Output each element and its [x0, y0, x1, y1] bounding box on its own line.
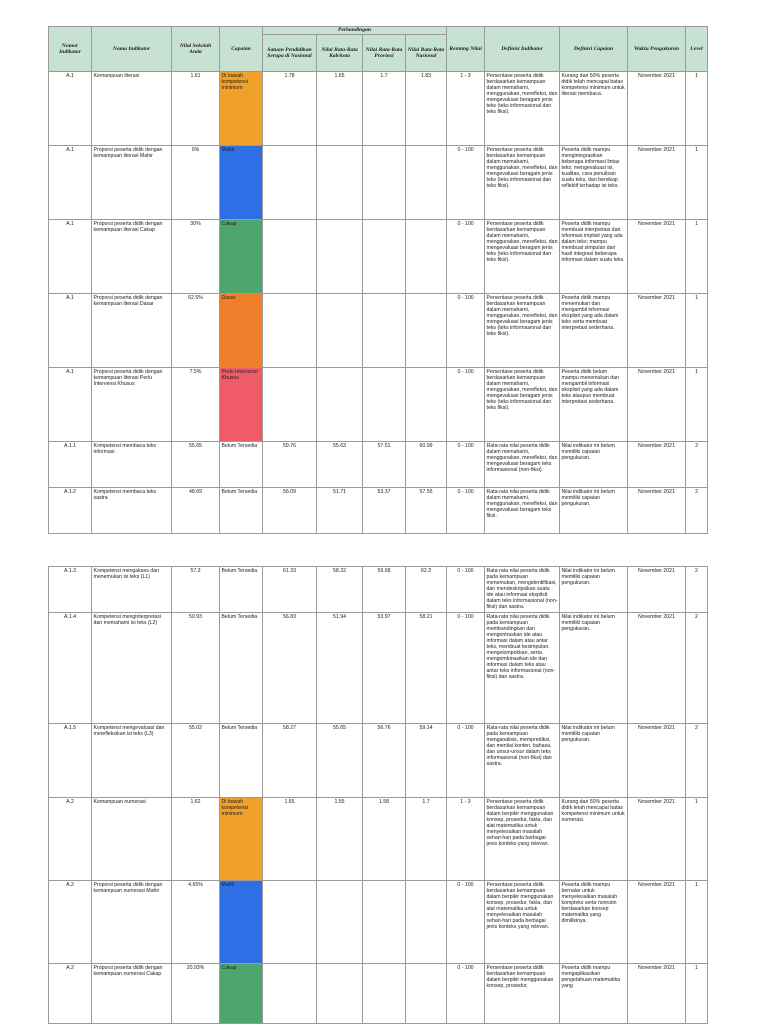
cell-kab — [317, 964, 363, 1024]
cell-waktu: November 2021 — [628, 613, 686, 724]
cell-rentang: 0 - 100 — [447, 613, 485, 724]
table-row — [49, 220, 708, 294]
cell-level: 2 — [686, 488, 708, 534]
cell-nomor: A.1.1 — [49, 442, 92, 488]
cell-rentang: 0 - 100 — [447, 724, 485, 798]
cell-nilai: 30% — [172, 220, 220, 294]
cell-satuan — [263, 294, 317, 368]
cell-nilai: 62.5% — [172, 294, 220, 368]
cell-nilai: 57.3 — [172, 567, 220, 613]
cell-satuan — [263, 964, 317, 1024]
cell-satuan: 61.33 — [263, 567, 317, 613]
cell-level: 1 — [686, 72, 708, 146]
cell-nas — [406, 881, 447, 964]
cell-nas — [406, 220, 447, 294]
cell-nilai: 55.02 — [172, 724, 220, 798]
table-row — [49, 294, 708, 368]
header-def-capaian: Definisi Capaian — [560, 27, 628, 72]
cell-capaian: Belum Tersedia — [220, 613, 263, 724]
cell-nomor: A.1 — [49, 72, 92, 146]
cell-level: 1 — [686, 368, 708, 442]
cell-waktu: November 2021 — [628, 146, 686, 220]
cell-kab: 51.94 — [317, 613, 363, 724]
cell-def-capaian: Peserta didik mampu mengintegrasikan beberapa informasi lintas teks; mengevaluasi isi, kualitas, cara penulisan suatu teks, dan bersikap reflektif terhadap isi teks. — [560, 146, 628, 220]
cell-def-capaian: Nilai indikator ini belum memiliki capaian pengukuran. — [560, 567, 628, 613]
indicator-table-bottom — [48, 566, 708, 1024]
cell-nas: 60.99 — [406, 442, 447, 488]
cell-def-indikator: Persentase peserta didik berdasarkan kemampuan dalam berpikir menggunakan konsep, prosedur, fakta, dan alat matematika untuk menyelesaikan masalah sehari-hari pada berbagai jenis konteks yang relevan. — [485, 881, 560, 964]
cell-rentang: 0 - 100 — [447, 488, 485, 534]
table-row — [49, 442, 708, 488]
cell-nama: Kompetensi mengakses dan menemukan isi teks (L1) — [92, 567, 172, 613]
cell-waktu: November 2021 — [628, 72, 686, 146]
cell-satuan — [263, 220, 317, 294]
cell-waktu: November 2021 — [628, 294, 686, 368]
cell-def-indikator: Rata-rata nilai peserta didik dalam memahami, menggunakan, merefleksi, dan mengevaluasi beragam teks informasional (non-fiksi). — [485, 442, 560, 488]
cell-prov: 57.51 — [363, 442, 406, 488]
table-row — [49, 881, 708, 964]
cell-satuan — [263, 368, 317, 442]
cell-kab: 55.65 — [317, 724, 363, 798]
cell-waktu: November 2021 — [628, 964, 686, 1024]
cell-level: 2 — [686, 567, 708, 613]
cell-capaian: Belum Tersedia — [220, 567, 263, 613]
cell-level: 1 — [686, 294, 708, 368]
cell-def-capaian: Peserta didik mampu menemukan dan mengambil informasi eksplisit yang ada dalam teks serta membuat interpretasi sederhana. — [560, 294, 628, 368]
cell-prov — [363, 964, 406, 1024]
cell-rentang: 0 - 100 — [447, 146, 485, 220]
cell-waktu: November 2021 — [628, 881, 686, 964]
cell-kab: 51.71 — [317, 488, 363, 534]
cell-nomor: A.1 — [49, 220, 92, 294]
cell-nomor: A.1.3 — [49, 567, 92, 613]
cell-satuan: 1.78 — [263, 72, 317, 146]
cell-def-indikator: Rata-rata nilai peserta didik pada kemampuan menganalisis, memprediksi, dan menilai konten, bahasa, dan unsur-unsur dalam teks informasional (non-fiksi) dan sastra. — [485, 724, 560, 798]
cell-prov: 53.97 — [363, 613, 406, 724]
cell-capaian: Mahir — [220, 881, 263, 964]
table-row — [49, 368, 708, 442]
cell-capaian: Cakap — [220, 964, 263, 1024]
cell-rentang: 0 - 100 — [447, 567, 485, 613]
cell-def-indikator: Persentase peserta didik berdasarkan kemampuan dalam berpikir menggunakan konsep, prosedur, — [485, 964, 560, 1024]
cell-nomor: A.1.5 — [49, 724, 92, 798]
cell-nilai: 4.65% — [172, 881, 220, 964]
cell-def-capaian: Nilai indikator ini belum memiliki capaian pengukuran. — [560, 724, 628, 798]
cell-nas: 62.3 — [406, 567, 447, 613]
cell-capaian: Belum Tersedia — [220, 442, 263, 488]
cell-waktu: November 2021 — [628, 488, 686, 534]
cell-waktu: November 2021 — [628, 798, 686, 881]
cell-prov — [363, 294, 406, 368]
cell-def-indikator: Rata-rata nilai peserta didik dalam memahami, menggunakan, merefleksi, dan mengevaluasi beragam teks fiksi. — [485, 488, 560, 534]
cell-waktu: November 2021 — [628, 567, 686, 613]
cell-nama: Proporsi peserta didik dengan kemampuan literasi Dasar — [92, 294, 172, 368]
cell-prov: 56.76 — [363, 724, 406, 798]
cell-capaian: Di bawah kompetensi minimum — [220, 72, 263, 146]
header-prov: Nilai Rata-Rata Provinsi — [363, 35, 406, 72]
cell-nilai: 7.5% — [172, 368, 220, 442]
cell-nomor: A.1.4 — [49, 613, 92, 724]
cell-nama: Kompetensi membaca teks informasi — [92, 442, 172, 488]
cell-prov — [363, 881, 406, 964]
table-row — [49, 798, 708, 881]
cell-nama: Kompetensi membaca teks sastra — [92, 488, 172, 534]
cell-def-indikator: Rata-rata nilai peserta didik pada kemampuan menemukan, mengidentifikasi, dan mendeskripsikan suatu ide atau informasi eksplisit dalam teks informasional (non-fiksi) dan sastra. — [485, 567, 560, 613]
cell-nama: Proporsi peserta didik dengan kemampuan literasi Perlu Intervensi Khusus — [92, 368, 172, 442]
cell-rentang: 0 - 100 — [447, 442, 485, 488]
cell-def-indikator: Persentase peserta didik berdasarkan kemampuan dalam memahami, menggunakan, merefleksi, dan mengevaluasi beragam jenis teks (teks informasional dan teks fiksi). — [485, 72, 560, 146]
cell-kab — [317, 294, 363, 368]
cell-nas: 1.83 — [406, 72, 447, 146]
cell-prov — [363, 146, 406, 220]
indicator-table-top — [48, 26, 708, 534]
cell-capaian: Cakap — [220, 220, 263, 294]
header-level: Level — [686, 27, 708, 72]
cell-nas — [406, 294, 447, 368]
header-perbandingan: Perbandingan — [263, 27, 447, 35]
cell-kab — [317, 220, 363, 294]
cell-nama: Proporsi peserta didik dengan kemampuan literasi Cakap — [92, 220, 172, 294]
cell-rentang: 0 - 100 — [447, 964, 485, 1024]
cell-def-capaian: Peserta didik mampu membuat interpretasi dari informasi implisit yang ada dalam teks; mampu membuat simpulan dari hasil integrasi beberapa informasi dalam suatu teks. — [560, 220, 628, 294]
cell-nilai: 1.62 — [172, 798, 220, 881]
cell-prov — [363, 220, 406, 294]
cell-nilai: 55.65 — [172, 442, 220, 488]
cell-level: 1 — [686, 964, 708, 1024]
cell-nas — [406, 368, 447, 442]
cell-nomor: A.1 — [49, 368, 92, 442]
cell-nas: 59.14 — [406, 724, 447, 798]
cell-nama: Kompetensi mengevaluasi dan merefleksikan isi teks (L3) — [92, 724, 172, 798]
cell-prov: 1.58 — [363, 798, 406, 881]
cell-nomor: A.2 — [49, 964, 92, 1024]
cell-level: 1 — [686, 881, 708, 964]
cell-def-capaian: Nilai indikator ini belum memiliki capaian pengukuran. — [560, 442, 628, 488]
cell-waktu: November 2021 — [628, 724, 686, 798]
cell-nama: Proporsi peserta didik dengan kemampuan numerasi Cakap — [92, 964, 172, 1024]
cell-nilai: 48.69 — [172, 488, 220, 534]
cell-kab — [317, 146, 363, 220]
cell-rentang: 0 - 100 — [447, 220, 485, 294]
header-rentang: Rentang Nilai — [447, 27, 485, 72]
cell-waktu: November 2021 — [628, 368, 686, 442]
cell-def-indikator: Rata-rata nilai peserta didik pada kemampuan membandingkan dan mengontraskan ide atau informasi dalam atau antar teks, membuat kesimpulan, mengelompokkan, serta mengombinasikan ide dan informasi dalam teks atau antar teks informasional (non-fiksi) dan sastra. — [485, 613, 560, 724]
header-satuan: Satuan Pendidikan Serupa di Nasional — [263, 35, 317, 72]
cell-nomor: A.2 — [49, 881, 92, 964]
cell-def-capaian: Kurang dari 50% peserta didik telah mencapai batas kompetensi minimum untuk numerasi. — [560, 798, 628, 881]
cell-capaian: Di bawah kompetensi minimum — [220, 798, 263, 881]
cell-nomor: A.2 — [49, 798, 92, 881]
table-row — [49, 72, 708, 146]
cell-def-capaian: Peserta didik mampu bernalar untuk menyelesaikan masalah kompleks serta nonrutin berdasarkan konsep matematika yang dimilikinya. — [560, 881, 628, 964]
cell-rentang: 1 - 3 — [447, 798, 485, 881]
cell-capaian: Belum Tersedia — [220, 724, 263, 798]
cell-nomor: A.1 — [49, 146, 92, 220]
cell-nama: Proporsi peserta didik dengan kemampuan literasi Mahir — [92, 146, 172, 220]
cell-def-capaian: Peserta didik belum mampu menemukan dan mengambil informasi eksplisit yang ada dalam teks ataupun membuat interpretasi sederhana. — [560, 368, 628, 442]
table-row — [49, 613, 708, 724]
cell-satuan: 58.27 — [263, 724, 317, 798]
header-def-indikator: Definisi Indikator — [485, 27, 560, 72]
cell-def-indikator: Persentase peserta didik berdasarkan kemampuan dalam memahami, menggunakan, merefleksi, dan mengevaluasi beragam jenis teks (teks informasional dan teks fiksi). — [485, 146, 560, 220]
cell-prov: 59.68 — [363, 567, 406, 613]
cell-def-capaian: Peserta didik mampu mengaplikasikan pengetahuan matematika yang — [560, 964, 628, 1024]
cell-kab — [317, 368, 363, 442]
cell-rentang: 0 - 100 — [447, 881, 485, 964]
cell-def-capaian: Kurang dari 50% peserta didik telah mencapai batas kompetensi minimum untuk literasi membaca. — [560, 72, 628, 146]
table-row — [49, 488, 708, 534]
cell-capaian: Perlu Intervensi Khusus — [220, 368, 263, 442]
cell-satuan: 1.65 — [263, 798, 317, 881]
header-nama: Nama Indikator — [92, 27, 172, 72]
cell-level: 2 — [686, 442, 708, 488]
cell-rentang: 0 - 100 — [447, 294, 485, 368]
header-waktu: Waktu Pengukuran — [628, 27, 686, 72]
table-row — [49, 964, 708, 1024]
cell-kab: 1.55 — [317, 798, 363, 881]
cell-nama: Kemampuan numerasi — [92, 798, 172, 881]
cell-level: 1 — [686, 146, 708, 220]
header-nomor: Nomor Indikator — [49, 27, 92, 72]
cell-def-indikator: Persentase peserta didik berdasarkan kemampuan dalam berpikir menggunakan konsep, prosedur, fakta, dan alat matematika untuk menyelesaikan masalah sehari-hari pada berbagai jenis konteks yang relevan. — [485, 798, 560, 881]
cell-rentang: 0 - 100 — [447, 368, 485, 442]
cell-def-capaian: Nilai indikator ini belum memiliki capaian pengukuran. — [560, 488, 628, 534]
cell-satuan: 56.83 — [263, 613, 317, 724]
cell-waktu: November 2021 — [628, 220, 686, 294]
cell-capaian: Belum Tersedia — [220, 488, 263, 534]
cell-prov: 1.7 — [363, 72, 406, 146]
cell-level: 2 — [686, 613, 708, 724]
cell-def-indikator: Persentase peserta didik berdasarkan kemampuan dalam memahami, menggunakan, merefleksi, dan mengevaluasi beragam jenis teks (teks informasional dan teks fiksi). — [485, 368, 560, 442]
table-row — [49, 146, 708, 220]
cell-waktu: November 2021 — [628, 442, 686, 488]
header-nas: Nilai Rata-Rata Nasional — [406, 35, 447, 72]
cell-prov — [363, 368, 406, 442]
cell-nilai: 50.93 — [172, 613, 220, 724]
header-capaian: Capaian — [220, 27, 263, 72]
cell-nama: Kemampuan literasi — [92, 72, 172, 146]
cell-nas — [406, 146, 447, 220]
cell-prov: 53.37 — [363, 488, 406, 534]
cell-capaian: Dasar — [220, 294, 263, 368]
cell-level: 1 — [686, 220, 708, 294]
cell-kab: 55.63 — [317, 442, 363, 488]
cell-def-indikator: Persentase peserta didik berdasarkan kemampuan dalam memahami, menggunakan, merefleksi, dan mengevaluasi beragam jenis teks (teks informasional dan teks fiksi). — [485, 220, 560, 294]
cell-level: 2 — [686, 724, 708, 798]
header-nilai: Nilai Sekolah Anda — [172, 27, 220, 72]
cell-nomor: A.1 — [49, 294, 92, 368]
cell-kab: 1.65 — [317, 72, 363, 146]
header-kab: Nilai Rata-Rata Kab/kota — [317, 35, 363, 72]
table-row — [49, 724, 708, 798]
cell-rentang: 1 - 3 — [447, 72, 485, 146]
cell-def-capaian: Nilai indikator ini belum memiliki capaian pengukuran. — [560, 613, 628, 724]
cell-nomor: A.1.2 — [49, 488, 92, 534]
cell-nas: 57.55 — [406, 488, 447, 534]
cell-kab: 58.32 — [317, 567, 363, 613]
cell-kab — [317, 881, 363, 964]
cell-nilai: 1.61 — [172, 72, 220, 146]
cell-nas: 1.7 — [406, 798, 447, 881]
table-row — [49, 567, 708, 613]
cell-capaian: Mahir — [220, 146, 263, 220]
cell-satuan — [263, 146, 317, 220]
cell-nas — [406, 964, 447, 1024]
cell-nama: Kompetensi menginterpretasi dan memahami isi teks (L2) — [92, 613, 172, 724]
cell-nama: Proporsi peserta didik dengan kemampuan numerasi Mahir — [92, 881, 172, 964]
cell-nilai: 20.93% — [172, 964, 220, 1024]
cell-def-indikator: Persentase peserta didik berdasarkan kemampuan dalam memahami, menggunakan, merefleksi, dan mengevaluasi beragam jenis teks (teks informasional dan teks fiksi). — [485, 294, 560, 368]
cell-nas: 58.21 — [406, 613, 447, 724]
cell-satuan — [263, 881, 317, 964]
cell-satuan: 56.09 — [263, 488, 317, 534]
cell-level: 1 — [686, 798, 708, 881]
cell-nilai: 0% — [172, 146, 220, 220]
cell-satuan: 59.76 — [263, 442, 317, 488]
